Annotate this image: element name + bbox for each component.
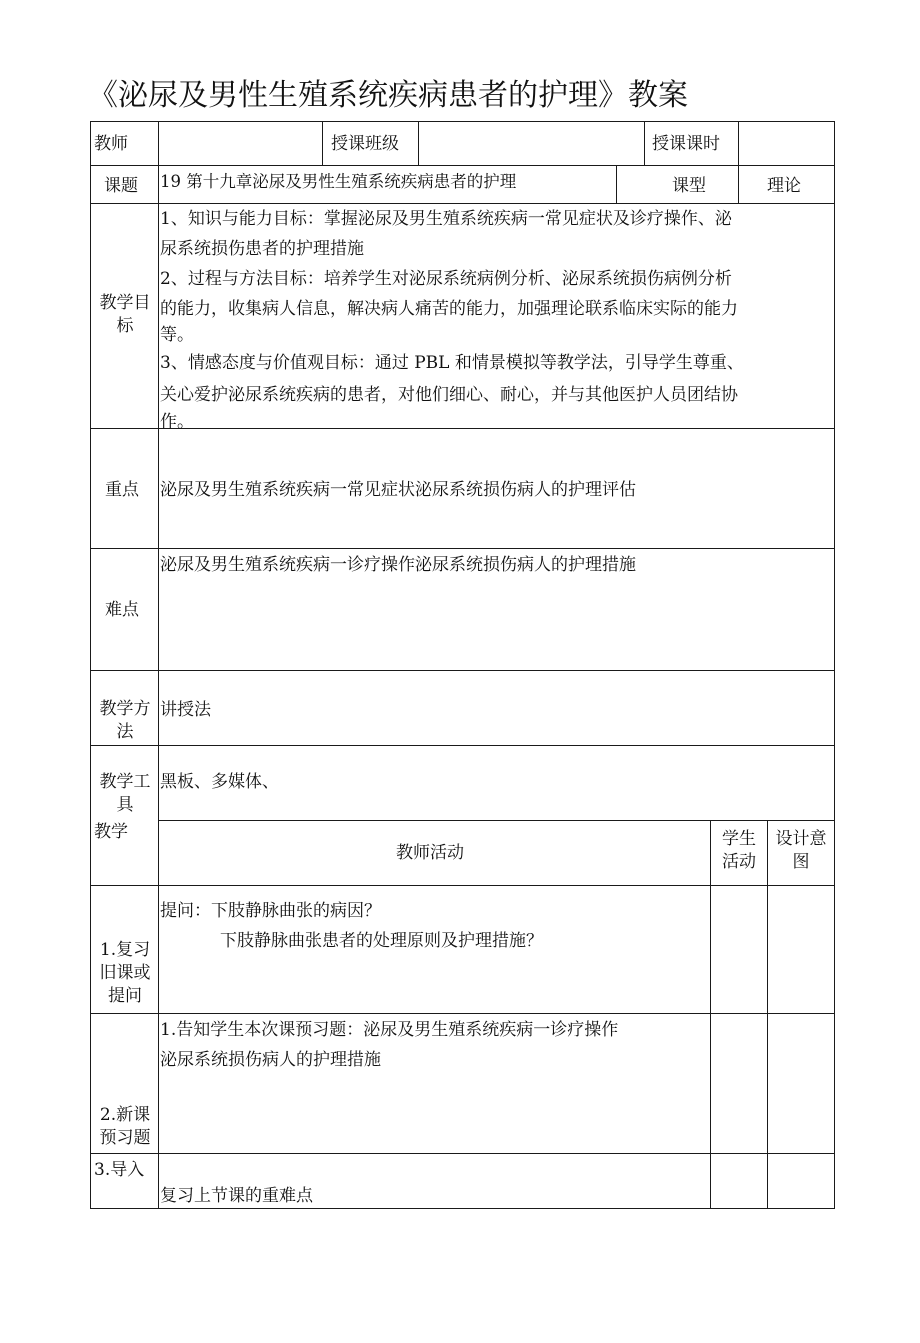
method-label-line1: 教学方	[99, 699, 151, 719]
topic-value: 19 第十九章泌尿及男性生殖系统疾病患者的护理	[160, 172, 517, 191]
method-value: 讲授法	[160, 700, 211, 720]
table-rule	[90, 165, 835, 166]
table-column-rule	[322, 121, 323, 165]
row-3-line: 复习上节课的重难点	[160, 1186, 313, 1206]
difficulties-label: 难点	[105, 600, 139, 620]
table-column-rule	[738, 121, 739, 203]
table-column-rule	[710, 820, 711, 1209]
table-column-rule	[158, 121, 159, 1209]
type-label: 课型	[672, 176, 706, 196]
row-2-line: 泌尿系统损伤病人的护理措施	[160, 1050, 381, 1070]
row-1-label-line: 1.复习	[99, 940, 151, 960]
activity-col-student	[711, 828, 767, 874]
row-1-line: 提问：下肢静脉曲张的病因？	[160, 901, 381, 921]
activity-col-teaching: 教学	[94, 822, 128, 842]
table-column-rule	[767, 820, 768, 1209]
class-label: 授课班级	[331, 134, 399, 154]
row-3-label: 3.导入	[94, 1160, 145, 1180]
objectives-text	[160, 204, 836, 434]
key-points-label: 重点	[105, 480, 139, 500]
table-border-left	[90, 121, 91, 1209]
table-rule	[90, 885, 835, 886]
objectives-line: 作。	[160, 412, 194, 432]
row-2-line: 1.告知学生本次课预习题：泌尿及男生殖系统疾病一诊疗操作	[160, 1020, 619, 1040]
method-label-line2: 法	[116, 722, 134, 742]
objectives-line: 的能力，收集病人信息，解决病人痛苦的能力，加强理论联系临床实际的能力	[160, 299, 738, 319]
objectives-label-line2: 标	[116, 316, 134, 336]
table-rule	[90, 1153, 835, 1154]
method-label	[92, 698, 158, 744]
activity-col-design-line2: 图	[792, 852, 810, 872]
objectives-line: 等。	[160, 325, 194, 345]
activity-col-design-line1: 设计意	[775, 829, 827, 849]
objectives-line: 关心爱护泌尿系统疾病的患者，对他们细心、耐心，并与其他医护人员团结协	[160, 385, 738, 405]
row-1-label-line: 提问	[108, 986, 142, 1006]
teacher-label: 教师	[94, 134, 128, 154]
table-border-top	[90, 121, 835, 122]
tools-label-line1: 教学工	[99, 772, 151, 792]
table-column-rule	[418, 121, 419, 165]
row-1-line: 下肢静脉曲张患者的处理原则及护理措施？	[220, 931, 543, 951]
objectives-line: 2、过程与方法目标：培养学生对泌尿系统病例分析、泌尿系统损伤病例分析	[160, 269, 732, 289]
table-rule	[158, 820, 835, 821]
page-title: 《泌尿及男性生殖系统疾病患者的护理》教案	[88, 78, 688, 113]
activity-col-design	[768, 828, 834, 874]
objectives-line: 尿系统损伤患者的护理措施	[160, 239, 364, 259]
difficulties-value: 泌尿及男生殖系统疾病一诊疗操作泌尿系统损伤病人的护理措施	[160, 555, 636, 575]
hours-label: 授课课时	[652, 134, 720, 154]
row-2-label-line: 2.新课	[99, 1105, 151, 1125]
objectives-label	[92, 292, 158, 338]
key-points-value: 泌尿及男生殖系统疾病一常见症状泌尿系统损伤病人的护理评估	[160, 480, 636, 500]
row-1-label	[92, 939, 158, 1008]
table-rule	[90, 670, 835, 671]
activity-col-student-line2: 活动	[722, 852, 756, 872]
table-rule	[90, 745, 835, 746]
tools-label	[92, 771, 158, 817]
activity-col-teacher: 教师活动	[396, 843, 464, 863]
table-column-rule	[616, 165, 617, 203]
table-rule	[90, 548, 835, 549]
tools-value: 黑板、多媒体、	[160, 772, 279, 792]
objectives-line: 3、情感态度与价值观目标：通过 PBL 和情景模拟等教学法，引导学生尊重、	[160, 353, 744, 373]
tools-label-line2: 具	[116, 795, 134, 815]
table-rule	[90, 1013, 835, 1014]
topic-label: 课题	[104, 176, 138, 196]
activity-col-student-line1: 学生	[722, 829, 756, 849]
objectives-label-line1: 教学目	[99, 293, 151, 313]
type-value: 理论	[767, 176, 801, 196]
row-2-label	[92, 1104, 158, 1150]
row-1-label-line: 旧课或	[99, 963, 151, 983]
objectives-line: 1、知识与能力目标：掌握泌尿及男生殖系统疾病一常见症状及诊疗操作、泌	[160, 209, 732, 229]
row-2-label-line: 预习题	[99, 1128, 151, 1148]
table-column-rule	[644, 121, 645, 165]
